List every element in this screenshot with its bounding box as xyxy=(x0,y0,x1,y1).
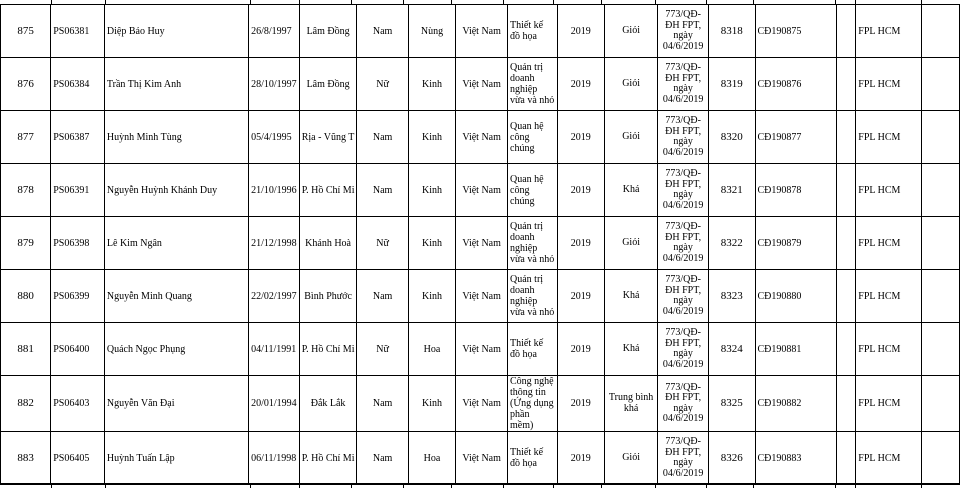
rank-cell: Giỏi xyxy=(604,58,657,111)
certificate-cell: CĐ190882 xyxy=(755,376,836,432)
major-cell: Thiết kế đồ họa xyxy=(508,432,558,485)
major-cell: Quản trị doanh nghiệp vừa và nhỏ xyxy=(508,217,558,270)
extra-cell xyxy=(921,217,959,270)
birthplace-cell: P. Hồ Chí Mi xyxy=(299,164,357,217)
table-row xyxy=(1,323,960,376)
book-number-cell: 8325 xyxy=(709,376,755,432)
campus-cell: FPL HCM xyxy=(856,58,922,111)
name-cell: Huỳnh Tuấn Lập xyxy=(104,432,248,485)
year-cell: 2019 xyxy=(557,323,604,376)
name-cell: Lê Kim Ngân xyxy=(104,217,248,270)
birthplace-cell: Bình Phước xyxy=(299,270,357,323)
gender-cell: Nam xyxy=(357,111,408,164)
certificate-cell: CĐ190880 xyxy=(755,270,836,323)
decision-cell: 773/QĐ-ĐH FPT, ngày 04/6/2019 xyxy=(658,5,709,58)
major-cell: Quản trị doanh nghiệp vừa và nhỏ xyxy=(508,58,558,111)
book-number-cell: 8323 xyxy=(709,270,755,323)
major-cell: Quản trị doanh nghiệp vừa và nhỏ xyxy=(508,270,558,323)
decision-cell: 773/QĐ-ĐH FPT, ngày 04/6/2019 xyxy=(658,58,709,111)
dob-cell: 21/12/1998 xyxy=(249,217,300,270)
book-number-cell: 8321 xyxy=(709,164,755,217)
student-id-cell: PS06387 xyxy=(51,111,105,164)
ethnicity-cell: Kinh xyxy=(408,270,455,323)
stt-cell: 879 xyxy=(1,217,51,270)
year-cell: 2019 xyxy=(557,217,604,270)
year-cell: 2019 xyxy=(557,5,604,58)
stt-cell: 883 xyxy=(1,432,51,485)
extra-cell xyxy=(921,432,959,485)
dob-cell: 06/11/1998 xyxy=(249,432,300,485)
table-row xyxy=(1,58,960,111)
extra-cell xyxy=(921,111,959,164)
certificate-cell: CĐ190875 xyxy=(755,5,836,58)
book-number-cell: 8324 xyxy=(709,323,755,376)
major-cell: Quan hệ công chúng xyxy=(508,111,558,164)
note-cell xyxy=(836,217,856,270)
gender-cell: Nam xyxy=(357,164,408,217)
nationality-cell: Việt Nam xyxy=(456,111,508,164)
campus-cell: FPL HCM xyxy=(856,270,922,323)
nationality-cell: Việt Nam xyxy=(456,323,508,376)
name-cell: Trần Thị Kim Anh xyxy=(104,58,248,111)
gender-cell: Nam xyxy=(357,376,408,432)
gender-cell: Nữ xyxy=(357,217,408,270)
table-row xyxy=(1,432,960,485)
stt-cell: 880 xyxy=(1,270,51,323)
rank-cell: Trung bình khá xyxy=(604,376,657,432)
extra-cell xyxy=(921,5,959,58)
table-row xyxy=(1,376,960,432)
extra-cell xyxy=(921,323,959,376)
extra-cell xyxy=(921,164,959,217)
campus-cell: FPL HCM xyxy=(856,164,922,217)
year-cell: 2019 xyxy=(557,58,604,111)
dob-cell: 20/01/1994 xyxy=(249,376,300,432)
decision-cell: 773/QĐ-ĐH FPT, ngày 04/6/2019 xyxy=(658,376,709,432)
table-row xyxy=(1,217,960,270)
name-cell: Quách Ngọc Phụng xyxy=(104,323,248,376)
table-row xyxy=(1,270,960,323)
table-row xyxy=(1,5,960,58)
year-cell: 2019 xyxy=(557,376,604,432)
ethnicity-cell: Hoa xyxy=(408,323,455,376)
book-number-cell: 8322 xyxy=(709,217,755,270)
student-id-cell: PS06405 xyxy=(51,432,105,485)
rank-cell: Khá xyxy=(604,164,657,217)
nationality-cell: Việt Nam xyxy=(456,217,508,270)
birthplace-cell: Khánh Hoà xyxy=(299,217,357,270)
stt-cell: 878 xyxy=(1,164,51,217)
ethnicity-cell: Nùng xyxy=(408,5,455,58)
note-cell xyxy=(836,111,856,164)
gender-cell: Nam xyxy=(357,270,408,323)
birthplace-cell: Đắk Lắk xyxy=(299,376,357,432)
campus-cell: FPL HCM xyxy=(856,217,922,270)
rank-cell: Giỏi xyxy=(604,432,657,485)
note-cell xyxy=(836,323,856,376)
ethnicity-cell: Kinh xyxy=(408,217,455,270)
name-cell: Nguyễn Minh Quang xyxy=(104,270,248,323)
year-cell: 2019 xyxy=(557,432,604,485)
extra-cell xyxy=(921,270,959,323)
certificate-cell: CĐ190883 xyxy=(755,432,836,485)
nationality-cell: Việt Nam xyxy=(456,164,508,217)
note-cell xyxy=(836,270,856,323)
student-id-cell: PS06384 xyxy=(51,58,105,111)
rank-cell: Giỏi xyxy=(604,111,657,164)
year-cell: 2019 xyxy=(557,270,604,323)
campus-cell: FPL HCM xyxy=(856,111,922,164)
student-id-cell: PS06381 xyxy=(51,5,105,58)
stt-cell: 877 xyxy=(1,111,51,164)
major-cell: Thiết kế đồ họa xyxy=(508,323,558,376)
nationality-cell: Việt Nam xyxy=(456,270,508,323)
stt-cell: 882 xyxy=(1,376,51,432)
name-cell: Nguyễn Văn Đại xyxy=(104,376,248,432)
name-cell: Nguyễn Huỳnh Khánh Duy xyxy=(104,164,248,217)
nationality-cell: Việt Nam xyxy=(456,376,508,432)
rank-cell: Giỏi xyxy=(604,5,657,58)
campus-cell: FPL HCM xyxy=(856,432,922,485)
note-cell xyxy=(836,5,856,58)
decision-cell: 773/QĐ-ĐH FPT, ngày 04/6/2019 xyxy=(658,270,709,323)
campus-cell: FPL HCM xyxy=(856,323,922,376)
book-number-cell: 8320 xyxy=(709,111,755,164)
gender-cell: Nữ xyxy=(357,58,408,111)
gender-cell: Nam xyxy=(357,432,408,485)
certificate-cell: CĐ190879 xyxy=(755,217,836,270)
rank-cell: Giỏi xyxy=(604,217,657,270)
stt-cell: 875 xyxy=(1,5,51,58)
extra-cell xyxy=(921,58,959,111)
nationality-cell: Việt Nam xyxy=(456,58,508,111)
book-number-cell: 8318 xyxy=(709,5,755,58)
dob-cell: 28/10/1997 xyxy=(249,58,300,111)
extra-cell xyxy=(921,376,959,432)
decision-cell: 773/QĐ-ĐH FPT, ngày 04/6/2019 xyxy=(658,432,709,485)
year-cell: 2019 xyxy=(557,111,604,164)
gender-cell: Nam xyxy=(357,5,408,58)
student-id-cell: PS06399 xyxy=(51,270,105,323)
graduate-table xyxy=(0,4,960,485)
nationality-cell: Việt Nam xyxy=(456,432,508,485)
decision-cell: 773/QĐ-ĐH FPT, ngày 04/6/2019 xyxy=(658,111,709,164)
decision-cell: 773/QĐ-ĐH FPT, ngày 04/6/2019 xyxy=(658,217,709,270)
rank-cell: Khá xyxy=(604,270,657,323)
student-id-cell: PS06403 xyxy=(51,376,105,432)
stt-cell: 876 xyxy=(1,58,51,111)
dob-cell: 21/10/1996 xyxy=(249,164,300,217)
name-cell: Diệp Bảo Huy xyxy=(104,5,248,58)
name-cell: Huỳnh Minh Tùng xyxy=(104,111,248,164)
gender-cell: Nữ xyxy=(357,323,408,376)
table-body xyxy=(1,5,960,485)
birthplace-cell: P. Hồ Chí Mi xyxy=(299,432,357,485)
note-cell xyxy=(836,432,856,485)
major-cell: Thiết kế đồ họa xyxy=(508,5,558,58)
birthplace-cell: P. Hồ Chí Mi xyxy=(299,323,357,376)
certificate-cell: CĐ190881 xyxy=(755,323,836,376)
major-cell: Công nghệ thông tin (Ứng dụng phần mềm) xyxy=(508,376,558,432)
nationality-cell: Việt Nam xyxy=(456,5,508,58)
note-cell xyxy=(836,164,856,217)
year-cell: 2019 xyxy=(557,164,604,217)
student-id-cell: PS06398 xyxy=(51,217,105,270)
dob-cell: 22/02/1997 xyxy=(249,270,300,323)
ethnicity-cell: Kinh xyxy=(408,58,455,111)
certificate-cell: CĐ190878 xyxy=(755,164,836,217)
decision-cell: 773/QĐ-ĐH FPT, ngày 04/6/2019 xyxy=(658,164,709,217)
ethnicity-cell: Hoa xyxy=(408,432,455,485)
campus-cell: FPL HCM xyxy=(856,376,922,432)
dob-cell: 05/4/1995 xyxy=(249,111,300,164)
table-row xyxy=(1,111,960,164)
birthplace-cell: Lâm Đồng xyxy=(299,5,357,58)
table-row xyxy=(1,164,960,217)
student-id-cell: PS06400 xyxy=(51,323,105,376)
ethnicity-cell: Kinh xyxy=(408,376,455,432)
campus-cell: FPL HCM xyxy=(856,5,922,58)
birthplace-cell: Rịa - Vũng T xyxy=(299,111,357,164)
student-id-cell: PS06391 xyxy=(51,164,105,217)
dob-cell: 26/8/1997 xyxy=(249,5,300,58)
dob-cell: 04/11/1991 xyxy=(249,323,300,376)
rank-cell: Khá xyxy=(604,323,657,376)
stt-cell: 881 xyxy=(1,323,51,376)
certificate-cell: CĐ190877 xyxy=(755,111,836,164)
major-cell: Quan hệ công chúng xyxy=(508,164,558,217)
ethnicity-cell: Kinh xyxy=(408,111,455,164)
decision-cell: 773/QĐ-ĐH FPT, ngày 04/6/2019 xyxy=(658,323,709,376)
book-number-cell: 8319 xyxy=(709,58,755,111)
note-cell xyxy=(836,58,856,111)
ethnicity-cell: Kinh xyxy=(408,164,455,217)
certificate-cell: CĐ190876 xyxy=(755,58,836,111)
book-number-cell: 8326 xyxy=(709,432,755,485)
bottom-row-edge xyxy=(0,483,960,488)
note-cell xyxy=(836,376,856,432)
birthplace-cell: Lâm Đồng xyxy=(299,58,357,111)
